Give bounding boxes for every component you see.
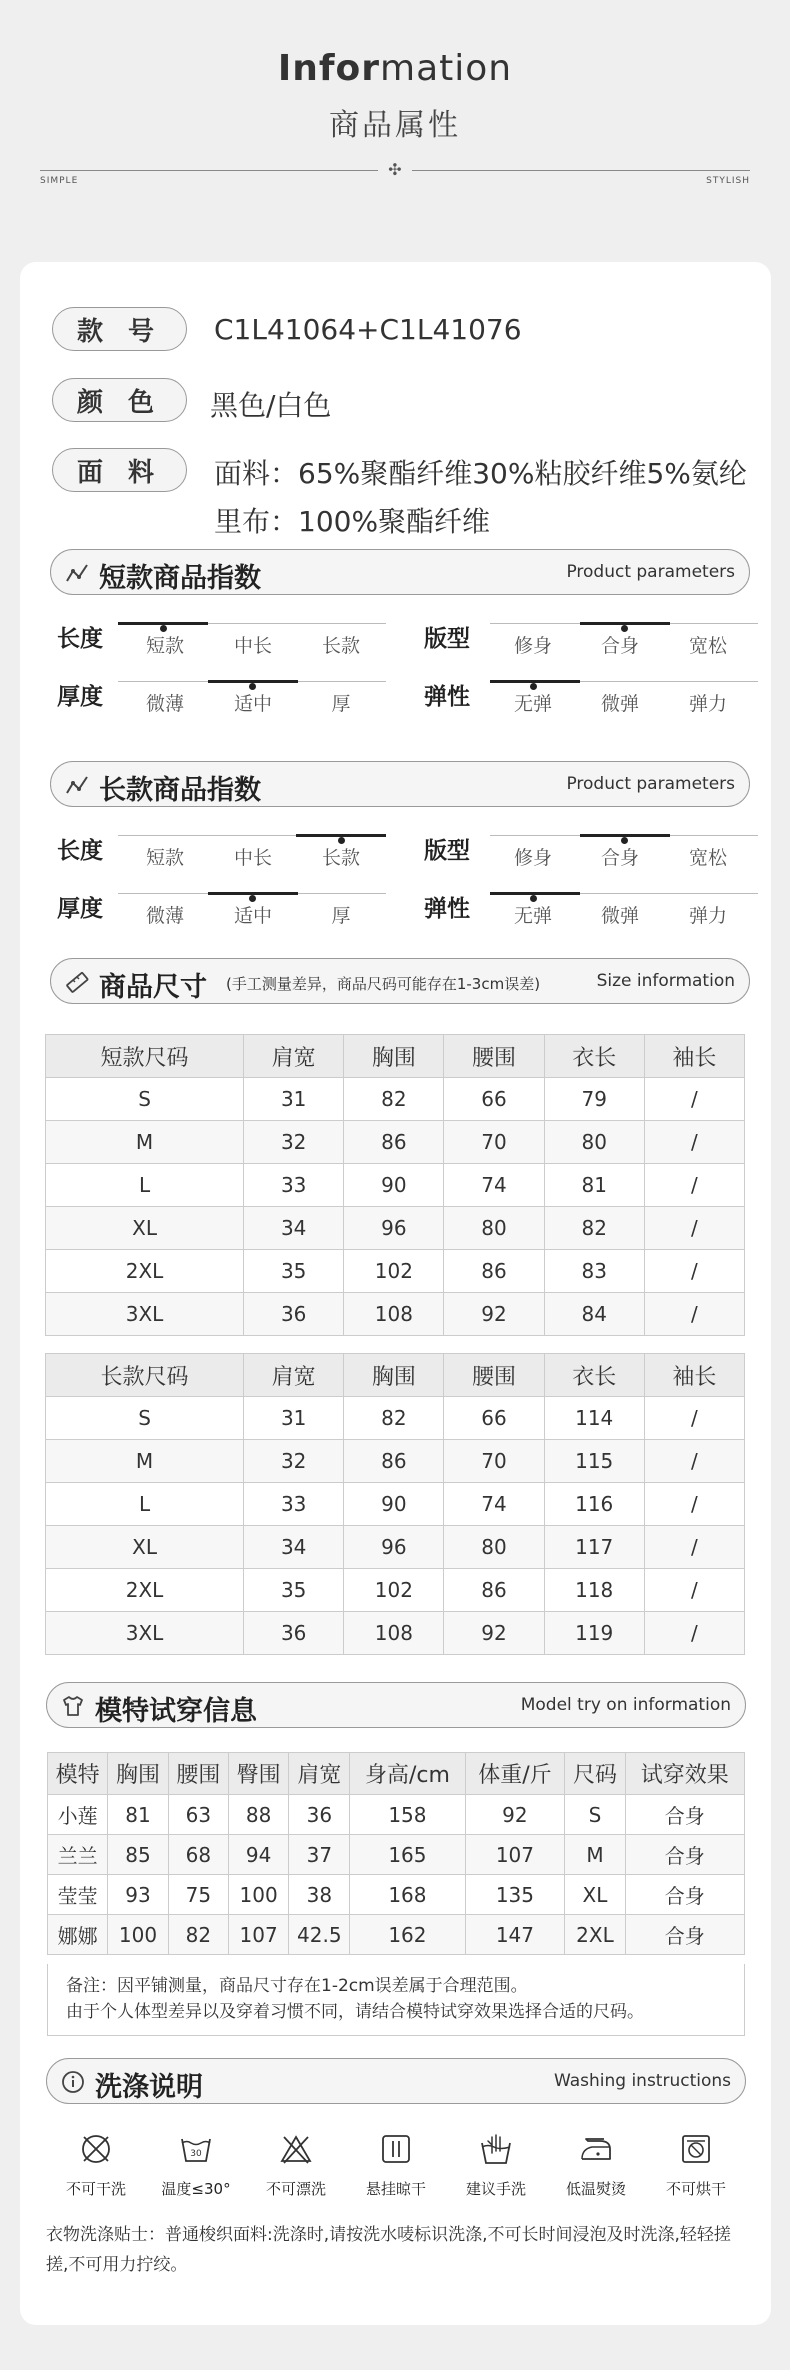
long-index-title: 长款商品指数 bbox=[99, 775, 261, 806]
short-index-en: Product parameters bbox=[566, 562, 735, 582]
table-cell: 3XL bbox=[46, 1612, 244, 1655]
option-label: 短款 bbox=[145, 635, 184, 657]
table-header: 腰围 bbox=[168, 1753, 228, 1795]
table-row bbox=[46, 1397, 745, 1440]
table-header: 胸围 bbox=[108, 1753, 168, 1795]
style-no-label: 款 号 bbox=[52, 307, 187, 351]
table-header: 胸围 bbox=[344, 1354, 444, 1397]
table-cell: S bbox=[46, 1078, 244, 1121]
table-row bbox=[46, 1612, 745, 1655]
table-header: 身高/cm bbox=[350, 1753, 465, 1795]
simple-tag: SIMPLE bbox=[40, 176, 79, 186]
model-table bbox=[47, 1752, 745, 1955]
table-cell: 63 bbox=[168, 1795, 228, 1835]
table-row bbox=[48, 1835, 745, 1875]
table-header: 袖长 bbox=[644, 1035, 744, 1078]
trend-icon bbox=[65, 561, 89, 585]
table-header: 衣长 bbox=[544, 1035, 644, 1078]
table-cell: 合身 bbox=[625, 1915, 744, 1955]
model-note-1: 备注：因平铺测量，商品尺寸存在1-2cm误差属于合理范围。 bbox=[66, 1976, 528, 1996]
wash-title: 洗涤说明 bbox=[95, 2072, 203, 2103]
wash-label: 悬挂晾干 bbox=[365, 2180, 426, 2198]
table-cell: / bbox=[644, 1440, 744, 1483]
table-cell: 81 bbox=[544, 1164, 644, 1207]
table-row bbox=[46, 1121, 745, 1164]
wash-label: 不可烘干 bbox=[665, 2180, 726, 2198]
table-header: 肩宽 bbox=[244, 1035, 344, 1078]
table-cell: / bbox=[644, 1293, 744, 1336]
table-cell: 96 bbox=[344, 1207, 444, 1250]
option-label: 微弹 bbox=[600, 693, 639, 715]
table-row bbox=[46, 1293, 745, 1336]
wash-label: 低温熨烫 bbox=[565, 2180, 626, 2198]
table-cell: 114 bbox=[544, 1397, 644, 1440]
table-cell: 66 bbox=[444, 1078, 544, 1121]
table-cell: 100 bbox=[108, 1915, 168, 1955]
table-cell: 85 bbox=[108, 1835, 168, 1875]
size-band bbox=[50, 958, 750, 1004]
table-cell: 92 bbox=[465, 1795, 565, 1835]
table-cell: 86 bbox=[444, 1569, 544, 1612]
option-label: 宽松 bbox=[688, 847, 727, 869]
table-header: 肩宽 bbox=[244, 1354, 344, 1397]
table-cell: 2XL bbox=[46, 1569, 244, 1612]
info-title: Information bbox=[277, 48, 513, 89]
table-cell: 102 bbox=[344, 1569, 444, 1612]
table-cell: 119 bbox=[544, 1612, 644, 1655]
low-iron-icon bbox=[578, 2131, 614, 2167]
option-label: 适中 bbox=[233, 693, 272, 715]
long-elastic-label: 弹性 bbox=[424, 896, 470, 922]
table-cell: 32 bbox=[244, 1440, 344, 1483]
short-elastic-label: 弹性 bbox=[424, 684, 470, 710]
no-bleach-icon bbox=[278, 2131, 314, 2167]
table-cell: 32 bbox=[244, 1121, 344, 1164]
long-index-en: Product parameters bbox=[566, 774, 735, 794]
color-label: 颜 色 bbox=[52, 378, 187, 422]
table-cell: 165 bbox=[350, 1835, 465, 1875]
table-cell: M bbox=[46, 1440, 244, 1483]
table-row bbox=[48, 1795, 745, 1835]
table-cell: 37 bbox=[289, 1835, 350, 1875]
table-cell: L bbox=[46, 1164, 244, 1207]
table-cell: 2XL bbox=[46, 1250, 244, 1293]
short-fit-label: 版型 bbox=[424, 626, 470, 652]
table-header: 腰围 bbox=[444, 1354, 544, 1397]
table-row bbox=[46, 1569, 745, 1612]
fabric-line-1: 面料：65%聚酯纤维30%粘胶纤维5%氨纶 bbox=[214, 457, 747, 490]
table-cell: 115 bbox=[544, 1440, 644, 1483]
option-label: 微薄 bbox=[145, 905, 184, 927]
divider-right bbox=[412, 170, 750, 171]
table-cell: 33 bbox=[244, 1164, 344, 1207]
table-cell: 娜娜 bbox=[48, 1915, 108, 1955]
option-label: 长款 bbox=[321, 847, 360, 869]
table-cell: 82 bbox=[168, 1915, 228, 1955]
table-cell: 82 bbox=[544, 1207, 644, 1250]
option-label: 长款 bbox=[321, 635, 360, 657]
table-row bbox=[46, 1440, 745, 1483]
table-cell: 42.5 bbox=[289, 1915, 350, 1955]
option-label: 微薄 bbox=[145, 693, 184, 715]
table-cell: 80 bbox=[444, 1526, 544, 1569]
table-header: 腰围 bbox=[444, 1035, 544, 1078]
table-cell: 86 bbox=[444, 1250, 544, 1293]
table-cell: 2XL bbox=[565, 1915, 625, 1955]
option-label: 合身 bbox=[600, 847, 639, 869]
option-label: 弹力 bbox=[688, 905, 727, 927]
shirt-icon bbox=[61, 1694, 85, 1718]
long-thickness-label: 厚度 bbox=[57, 896, 103, 922]
table-cell: 82 bbox=[344, 1397, 444, 1440]
option-label: 短款 bbox=[145, 847, 184, 869]
style-no-value: C1L41064+C1L41076 bbox=[214, 313, 522, 346]
table-cell: 31 bbox=[244, 1078, 344, 1121]
table-cell: 88 bbox=[228, 1795, 288, 1835]
table-cell: 118 bbox=[544, 1569, 644, 1612]
table-cell: S bbox=[46, 1397, 244, 1440]
section-subtitle: 商品属性 bbox=[329, 108, 461, 143]
table-header: 胸围 bbox=[344, 1035, 444, 1078]
table-cell: 合身 bbox=[625, 1835, 744, 1875]
wash-30-icon bbox=[178, 2131, 214, 2167]
size-title: 商品尺寸 bbox=[99, 972, 207, 1003]
option-label: 无弹 bbox=[513, 693, 552, 715]
table-cell: / bbox=[644, 1078, 744, 1121]
table-cell: XL bbox=[46, 1207, 244, 1250]
size-en: Size information bbox=[596, 971, 735, 991]
wash-tip: 衣物洗涤贴士：普通梭织面料:洗涤时,请按洗水唛标识洗涤,不可长时间浸泡及时洗涤,轻轻搓搓,不可用力拧绞。 bbox=[46, 2225, 731, 2275]
table-header: 臀围 bbox=[228, 1753, 288, 1795]
table-header: 衣长 bbox=[544, 1354, 644, 1397]
table-cell: 35 bbox=[244, 1569, 344, 1612]
hand-wash-icon bbox=[478, 2131, 514, 2167]
table-cell: 84 bbox=[544, 1293, 644, 1336]
svg-text:30: 30 bbox=[190, 2149, 202, 2159]
table-cell: / bbox=[644, 1397, 744, 1440]
table-cell: 34 bbox=[244, 1207, 344, 1250]
info-icon bbox=[61, 2070, 85, 2094]
table-header: 袖长 bbox=[644, 1354, 744, 1397]
table-cell: 86 bbox=[344, 1440, 444, 1483]
no-dry-clean-icon bbox=[78, 2131, 114, 2167]
table-cell: 80 bbox=[444, 1207, 544, 1250]
table-cell: 34 bbox=[244, 1526, 344, 1569]
size-subtitle: (手工测量差异，商品尺码可能存在1-3cm误差) bbox=[226, 975, 541, 993]
table-row bbox=[46, 1526, 745, 1569]
option-label: 宽松 bbox=[688, 635, 727, 657]
table-cell: 158 bbox=[350, 1795, 465, 1835]
table-cell: 3XL bbox=[46, 1293, 244, 1336]
table-cell: 108 bbox=[344, 1612, 444, 1655]
table-cell: 108 bbox=[344, 1293, 444, 1336]
table-cell: 68 bbox=[168, 1835, 228, 1875]
table-cell: 116 bbox=[544, 1483, 644, 1526]
table-cell: 81 bbox=[108, 1795, 168, 1835]
table-cell: M bbox=[46, 1121, 244, 1164]
table-cell: 86 bbox=[344, 1121, 444, 1164]
table-cell: 107 bbox=[465, 1835, 565, 1875]
long-fit-label: 版型 bbox=[424, 838, 470, 864]
color-value: 黑色/白色 bbox=[210, 389, 332, 422]
table-cell: 36 bbox=[244, 1293, 344, 1336]
table-cell: 38 bbox=[289, 1875, 350, 1915]
long-index-band bbox=[50, 761, 750, 807]
option-label: 合身 bbox=[600, 635, 639, 657]
option-label: 适中 bbox=[233, 905, 272, 927]
table-cell: 小莲 bbox=[48, 1795, 108, 1835]
table-cell: 74 bbox=[444, 1164, 544, 1207]
model-title: 模特试穿信息 bbox=[95, 1696, 257, 1727]
table-row bbox=[46, 1078, 745, 1121]
table-cell: XL bbox=[565, 1875, 625, 1915]
model-band bbox=[46, 1682, 746, 1728]
hang-dry-icon bbox=[378, 2131, 414, 2167]
table-row bbox=[46, 1250, 745, 1293]
table-cell: 36 bbox=[289, 1795, 350, 1835]
option-label: 中长 bbox=[233, 847, 272, 869]
model-en: Model try on information bbox=[520, 1695, 731, 1715]
table-row bbox=[48, 1915, 745, 1955]
short-index-title: 短款商品指数 bbox=[99, 563, 261, 594]
table-header: 肩宽 bbox=[289, 1753, 350, 1795]
table-cell: 75 bbox=[168, 1875, 228, 1915]
stylish-tag: STYLISH bbox=[706, 176, 750, 186]
table-cell: 93 bbox=[108, 1875, 168, 1915]
table-header: 尺码 bbox=[565, 1753, 625, 1795]
table-cell: 90 bbox=[344, 1483, 444, 1526]
table-cell: 66 bbox=[444, 1397, 544, 1440]
table-row bbox=[46, 1483, 745, 1526]
option-label: 厚 bbox=[331, 905, 351, 927]
table-cell: 168 bbox=[350, 1875, 465, 1915]
wash-band bbox=[46, 2058, 746, 2104]
fabric-line-2: 里布：100%聚酯纤维 bbox=[214, 505, 491, 538]
wash-label: 不可干洗 bbox=[65, 2180, 126, 2198]
table-header: 模特 bbox=[48, 1753, 108, 1795]
divider-left bbox=[40, 170, 378, 171]
option-label: 修身 bbox=[513, 847, 552, 869]
table-header: 试穿效果 bbox=[625, 1753, 744, 1795]
table-cell: 96 bbox=[344, 1526, 444, 1569]
table-header: 体重/斤 bbox=[465, 1753, 565, 1795]
table-cell: 35 bbox=[244, 1250, 344, 1293]
table-cell: 70 bbox=[444, 1440, 544, 1483]
table-cell: 74 bbox=[444, 1483, 544, 1526]
long-length-label: 长度 bbox=[57, 838, 103, 864]
table-cell: 107 bbox=[228, 1915, 288, 1955]
short-length-label: 长度 bbox=[57, 626, 103, 652]
trend-icon bbox=[65, 773, 89, 797]
ruler-icon bbox=[65, 970, 89, 994]
table-cell: / bbox=[644, 1207, 744, 1250]
table-cell: / bbox=[644, 1612, 744, 1655]
table-cell: 31 bbox=[244, 1397, 344, 1440]
short-index-band bbox=[50, 549, 750, 595]
table-cell: / bbox=[644, 1569, 744, 1612]
short-thickness-label: 厚度 bbox=[57, 684, 103, 710]
table-cell: S bbox=[565, 1795, 625, 1835]
table-cell: 92 bbox=[444, 1293, 544, 1336]
table-cell: 莹莹 bbox=[48, 1875, 108, 1915]
model-note-2: 由于个人体型差异以及穿着习惯不同，请结合模特试穿效果选择合适的尺码。 bbox=[66, 2002, 644, 2022]
table-cell: 92 bbox=[444, 1612, 544, 1655]
wash-icons-row bbox=[46, 2131, 746, 2201]
table-cell: 33 bbox=[244, 1483, 344, 1526]
fabric-label: 面 料 bbox=[52, 448, 187, 492]
table-cell: 兰兰 bbox=[48, 1835, 108, 1875]
short-size-table bbox=[45, 1034, 745, 1336]
table-cell: L bbox=[46, 1483, 244, 1526]
option-label: 微弹 bbox=[600, 905, 639, 927]
option-label: 弹力 bbox=[688, 693, 727, 715]
table-cell: / bbox=[644, 1121, 744, 1164]
table-cell: 90 bbox=[344, 1164, 444, 1207]
option-label: 无弹 bbox=[513, 905, 552, 927]
table-cell: 100 bbox=[228, 1875, 288, 1915]
option-label: 厚 bbox=[331, 693, 351, 715]
table-cell: 合身 bbox=[625, 1795, 744, 1835]
table-cell: 117 bbox=[544, 1526, 644, 1569]
table-cell: / bbox=[644, 1526, 744, 1569]
table-cell: 102 bbox=[344, 1250, 444, 1293]
table-cell: 147 bbox=[465, 1915, 565, 1955]
table-cell: 70 bbox=[444, 1121, 544, 1164]
table-cell: / bbox=[644, 1483, 744, 1526]
table-cell: / bbox=[644, 1164, 744, 1207]
table-cell: 80 bbox=[544, 1121, 644, 1164]
table-cell: 135 bbox=[465, 1875, 565, 1915]
table-header: 短款尺码 bbox=[46, 1035, 244, 1078]
table-cell: 合身 bbox=[625, 1875, 744, 1915]
table-cell: 36 bbox=[244, 1612, 344, 1655]
long-size-table bbox=[45, 1353, 745, 1655]
table-cell: 83 bbox=[544, 1250, 644, 1293]
table-header: 长款尺码 bbox=[46, 1354, 244, 1397]
table-cell: XL bbox=[46, 1526, 244, 1569]
table-row bbox=[46, 1164, 745, 1207]
wash-label: 温度≤30° bbox=[161, 2180, 231, 2198]
table-cell: 94 bbox=[228, 1835, 288, 1875]
wash-label: 建议手洗 bbox=[465, 2180, 526, 2198]
sparkle-icon: ✣ bbox=[388, 160, 402, 179]
table-cell: 79 bbox=[544, 1078, 644, 1121]
no-tumble-dry-icon bbox=[678, 2131, 714, 2167]
table-row bbox=[46, 1207, 745, 1250]
table-row bbox=[48, 1875, 745, 1915]
table-cell: 162 bbox=[350, 1915, 465, 1955]
wash-en: Washing instructions bbox=[553, 2071, 731, 2091]
wash-label: 不可漂洗 bbox=[265, 2180, 326, 2198]
table-cell: M bbox=[565, 1835, 625, 1875]
table-cell: / bbox=[644, 1250, 744, 1293]
option-label: 中长 bbox=[233, 635, 272, 657]
option-label: 修身 bbox=[513, 635, 552, 657]
table-cell: 82 bbox=[344, 1078, 444, 1121]
